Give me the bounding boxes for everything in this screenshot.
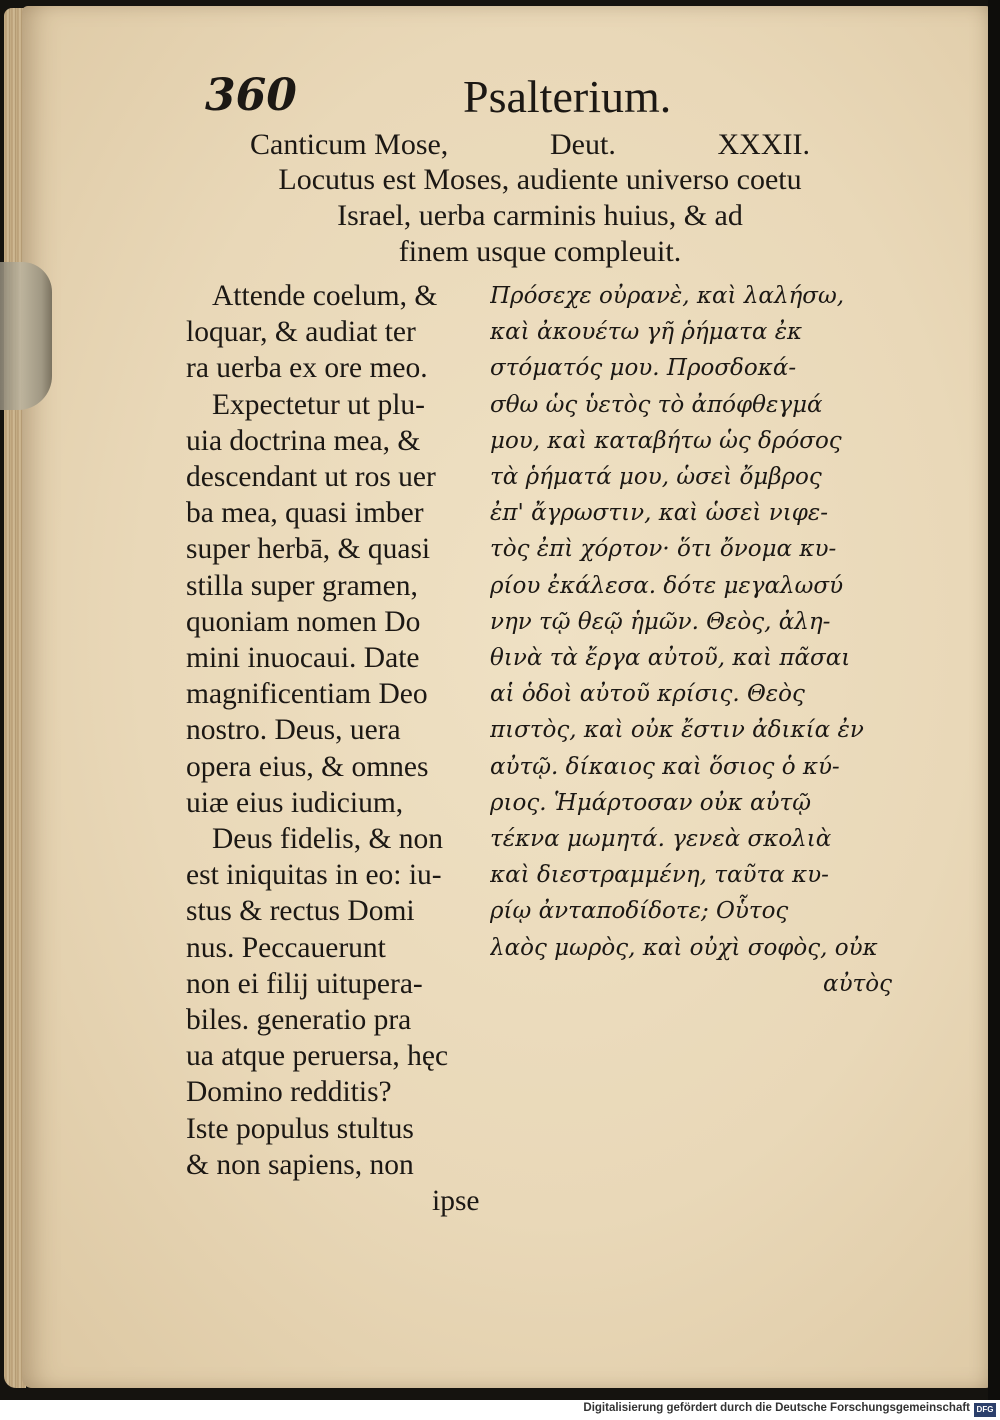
- latin-line: stus & rectus Domi: [186, 895, 415, 928]
- latin-catchword: ipse: [432, 1185, 480, 1218]
- greek-line: ρίου ἐκάλεσα. δότε μεγαλωσύ: [490, 572, 844, 599]
- heading-book: Deut.: [550, 128, 616, 161]
- latin-line: est iniquitas in eo: iu-: [186, 859, 442, 892]
- intro-line: Locutus est Moses, audiente universo coetu: [278, 163, 802, 196]
- heading-chapter: XXXII.: [717, 128, 810, 161]
- latin-line: Deus fidelis, & non: [212, 823, 444, 856]
- greek-line: σθω ὡς ὑετὸς τὸ ἀπόφθεγμά: [490, 391, 823, 418]
- dfg-logo: DFG: [974, 1403, 996, 1417]
- latin-line: nostro. Deus, uera: [186, 714, 401, 747]
- scan-border: [988, 0, 1000, 1400]
- latin-line: super herbā, & quasi: [186, 533, 431, 566]
- latin-line: non ei filij uitupera-: [186, 967, 423, 1000]
- greek-line: ρίῳ ἀνταποδίδοτε; Οὗτος: [490, 898, 789, 925]
- latin-line: uia doctrina mea, &: [186, 424, 421, 457]
- running-title: Psalterium.: [463, 71, 672, 122]
- heading-canticum: Canticum Mose,: [250, 128, 449, 161]
- latin-line: Expectetur ut plu-: [212, 388, 425, 421]
- latin-line: ra uerba ex ore meo.: [186, 352, 428, 385]
- greek-line: ἐπ' ἄγρωστιν, καὶ ὡσεὶ νιφε-: [490, 500, 828, 527]
- latin-column: [186, 278, 486, 1219]
- latin-line: magnificentiam Deo: [186, 678, 428, 711]
- greek-line: τὰ ῥήματά μου, ὡσεὶ ὄμβρος: [490, 464, 822, 491]
- ribbon-marker: [0, 262, 52, 410]
- latin-line: opera eius, & omnes: [186, 750, 429, 783]
- greek-line: καὶ ἀκουέτω γῆ ῥήματα ἐκ: [490, 319, 803, 346]
- greek-line: θινὰ τὰ ἔργα αὐτοῦ, καὶ πᾶσαι: [490, 645, 851, 672]
- intro-line: Israel, uerba carminis huius, & ad: [337, 199, 743, 232]
- greek-line: λαὸς μωρὸς, καὶ οὐχὶ σοφὸς, οὐκ: [490, 934, 878, 961]
- greek-line: νην τῷ θεῷ ἡμῶν. Θεὸς, ἀλη-: [490, 608, 831, 635]
- latin-line: quoniam nomen Do: [186, 605, 421, 638]
- digitization-footer: [0, 1400, 1000, 1420]
- latin-line: biles. generatio pra: [186, 1004, 412, 1037]
- latin-line: Domino redditis?: [186, 1076, 392, 1109]
- section-heading: [250, 128, 810, 162]
- latin-line: Attende coelum, &: [212, 280, 438, 312]
- latin-line: ua atque peruersa, hęc: [186, 1040, 449, 1073]
- greek-line: αἱ ὁδοὶ αὐτοῦ κρίσις. Θεὸς: [490, 681, 805, 708]
- latin-line: stilla super gramen,: [186, 569, 418, 602]
- greek-line: τὸς ἐπὶ χόρτον· ὅτι ὄνομα κυ-: [490, 536, 837, 563]
- greek-line: ριος. Ἡμάρτοσαν οὐκ αὐτῷ: [490, 789, 812, 816]
- latin-line: mini inuocaui. Date: [186, 642, 420, 675]
- greek-line: πιστὸς, καὶ οὐκ ἔστιν ἀδικία ἐν: [490, 717, 864, 744]
- greek-line: Πρόσεχε οὐρανὲ, καὶ λαλήσω,: [490, 283, 845, 309]
- intro-line: finem usque compleuit.: [398, 235, 682, 268]
- greek-line: αὐτῷ. δίκαιος καὶ ὅσιος ὁ κύ-: [490, 753, 840, 780]
- intro-paragraph: [230, 162, 850, 270]
- latin-line: & non sapiens, non: [186, 1148, 414, 1181]
- latin-line: nus. Peccauerunt: [186, 931, 386, 964]
- latin-line: Iste populus stultus: [186, 1112, 414, 1145]
- greek-line: μου, καὶ καταβήτω ὡς δρόσος: [490, 427, 842, 454]
- greek-column: [490, 278, 910, 1002]
- funding-notice: Digitalisierung gefördert durch die Deutsche Forschungsgemeinschaft: [583, 1402, 970, 1414]
- greek-line: τέκνα μωμητά. γενεὰ σκολιὰ: [490, 826, 832, 853]
- greek-catchword: αὐτὸς: [823, 970, 892, 997]
- latin-line: ba mea, quasi imber: [186, 497, 424, 530]
- folio-number: 360: [205, 70, 297, 121]
- latin-line: descendant ut ros uer: [186, 461, 436, 494]
- latin-line: uiæ eius iudicium,: [186, 786, 404, 819]
- greek-line: στόματός μου. Προσδοκά-: [490, 355, 797, 382]
- greek-line: καὶ διεστραμμένη, ταῦτα κυ-: [490, 862, 829, 889]
- latin-line: loquar, & audiat ter: [186, 316, 416, 349]
